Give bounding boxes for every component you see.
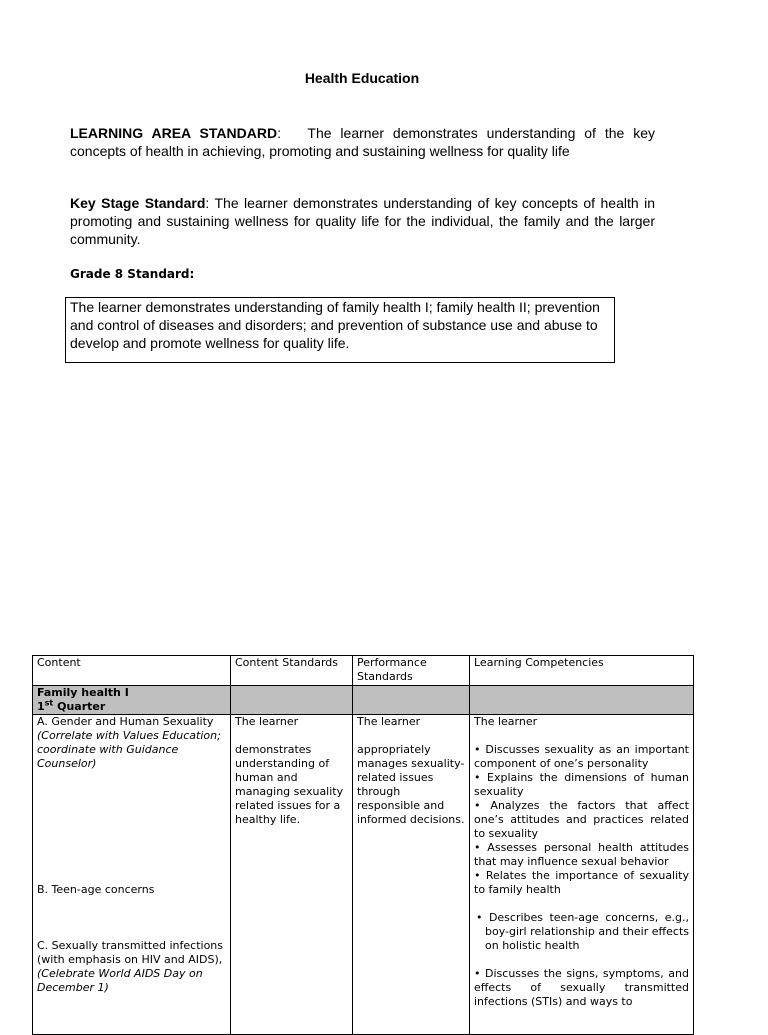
performance-standards-intro: The learner — [357, 715, 421, 728]
content-standards-cell — [231, 715, 353, 1035]
content-item-b: B. Teen-age concerns — [37, 883, 155, 896]
section-name: Family health I — [37, 686, 129, 699]
competency-item: • Relates the importance of sexuality to family health — [474, 869, 689, 896]
performance-standards-cell — [353, 715, 470, 1035]
quarter-label: 1st Quarter — [37, 698, 106, 713]
competency-item: • Discusses sexuality as an important component of one’s personality — [474, 743, 689, 770]
header-content-standards: Content Standards — [231, 656, 353, 686]
content-item-c-note: (Celebrate World AIDS Day on December 1) — [37, 967, 203, 994]
grade-standard-text: The learner demonstrates understanding of family health I; family health II; prevention and control of diseases and disorders; and prevention of substance use and abuse to develop and promote wellness for quality life. — [70, 299, 600, 351]
competency-item: • Describes teen-age concerns, e.g., boy-girl relationship and their effects on holistic health — [476, 911, 689, 952]
key-stage-standard-label: Key Stage Standard — [70, 195, 206, 211]
section-empty-cell — [470, 686, 694, 715]
grade-standard-label: Grade 8 Standard: — [70, 267, 195, 281]
competency-item: • Discusses the signs, symptoms, and effects of sexually transmitted infections (STIs) and ways to — [474, 967, 689, 1008]
learning-competencies-intro: The learner — [474, 715, 538, 728]
learning-area-standard-label: LEARNING AREA STANDARD — [70, 125, 278, 141]
table-header-row — [33, 656, 694, 686]
content-standards-text: demonstrates understanding of human and managing sexuality related issues for a healthy life. — [235, 743, 344, 826]
curriculum-table — [32, 655, 694, 1035]
header-content: Content — [33, 656, 231, 686]
content-cell — [33, 715, 231, 1035]
grade-standard-box — [65, 297, 615, 363]
section-row — [33, 686, 694, 715]
key-stage-standard: Key Stage Standard: The learner demonstrates understanding of key concepts of health in promoting and sustaining wellness for quality life for the individual, the family and the larger community. — [70, 195, 656, 247]
competency-item: • Explains the dimensions of human sexuality — [474, 771, 689, 798]
competency-item: • Assesses personal health attitudes that may influence sexual behavior — [474, 841, 689, 868]
content-item-c: C. Sexually transmitted infections (with emphasis on HIV and AIDS), (Celebrate World AIDS Day on December 1) — [37, 939, 224, 994]
content-item-a-note: (Correlate with Values Education; coordinate with Guidance Counselor) — [37, 729, 221, 770]
performance-standards-text: appropriately manages sexuality-related issues through responsible and informed decisions. — [357, 743, 465, 826]
learning-area-standard-text: The learner demonstrates understanding of the key concepts of health in achieving, promoting and sustaining wellness for quality life — [70, 125, 655, 159]
section-empty-cell — [353, 686, 470, 715]
competency-item: • Analyzes the factors that affect one’s attitudes and practices related to sexuality — [474, 799, 689, 840]
key-stage-standard-text: The learner demonstrates understanding of key concepts of health in promoting and sustaining wellness for quality life for the individual, the family and the larger community. — [70, 195, 656, 247]
learning-area-standard: LEARNING AREA STANDARD: The learner demonstrates understanding of the key concepts of health in achieving, promoting and sustaining wellness for quality life — [70, 125, 655, 159]
header-performance-standards: Performance Standards — [353, 656, 470, 686]
content-standards-intro: The learner — [235, 715, 299, 728]
header-learning-competencies: Learning Competencies — [470, 656, 694, 686]
learning-competencies-cell — [470, 715, 694, 1035]
content-item-a: A. Gender and Human Sexuality (Correlate with Values Education; coordinate with Guidance Counselor) — [37, 715, 221, 770]
table-row — [33, 715, 694, 1035]
section-title — [33, 686, 231, 715]
section-empty-cell — [231, 686, 353, 715]
page-title: Health Education — [304, 70, 420, 86]
